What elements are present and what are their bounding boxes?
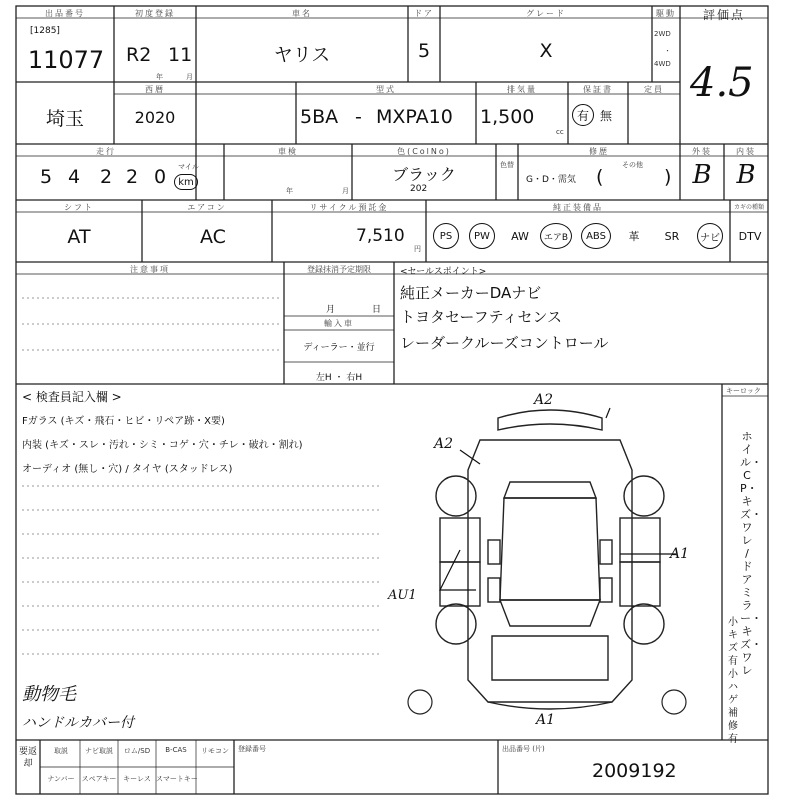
car-door-left-front	[440, 562, 480, 606]
mile-label: マイル	[178, 163, 199, 171]
label-interior: 内装	[736, 147, 756, 156]
lot-number: 11077	[27, 46, 105, 74]
sales-point: 純正メーカーDAナビ	[400, 284, 542, 302]
label-shift: シフト	[64, 203, 94, 212]
label-inspection: 車検	[278, 147, 298, 156]
footer-reg-label: 登録番号	[238, 745, 266, 753]
repair-other: その他	[622, 161, 643, 169]
label-year: 西暦	[145, 85, 165, 94]
car-rear-bumper	[498, 410, 602, 430]
footer-required: 要返却	[18, 747, 37, 769]
footer-item: リモコン	[201, 747, 229, 755]
label-warranty: 保証書	[583, 85, 613, 94]
damage-mark: A2	[534, 392, 554, 408]
footer-ticket-label: 出品番号 (片)	[502, 745, 545, 753]
inspection-line: Fガラス (キズ・飛石・ヒビ・リペア跡・X要)	[22, 416, 225, 427]
aircon: AC	[200, 226, 226, 248]
mileage-digit: 4	[68, 166, 81, 188]
color-name: ブラック	[392, 165, 456, 184]
month-unit: 月	[186, 73, 193, 81]
mileage-digit: 5	[40, 166, 53, 188]
car-wheel	[436, 476, 476, 516]
car-wheel	[624, 604, 664, 644]
label-doors: ドア	[414, 9, 434, 18]
grade: X	[539, 40, 553, 62]
label-lot: 出品番号	[45, 9, 85, 18]
label-displacement: 排気量	[507, 85, 537, 94]
km-circled: km	[174, 174, 198, 190]
label-notes: 注意事項	[130, 265, 170, 274]
equip-ps: PS	[426, 220, 466, 252]
car-damage-diagram	[380, 390, 720, 738]
car-door-right-rear	[620, 518, 660, 562]
footer-item: ロム/SD	[123, 747, 151, 755]
label-genuine: 純正装備品	[553, 203, 603, 212]
car-roof	[500, 498, 600, 600]
shift: AT	[67, 226, 91, 248]
insp-year: 年	[286, 187, 293, 195]
damage-mark: A1	[670, 546, 690, 562]
car-front-bumper	[488, 702, 612, 709]
sales-point: レーダークルーズコントロール	[400, 334, 609, 352]
displacement: 1,500	[480, 106, 535, 128]
label-capacity: 定員	[644, 85, 664, 94]
drive-2wd: 2WD	[654, 30, 671, 38]
footer-ticket-number: 2009192	[592, 760, 677, 782]
drive-4wd: 4WD	[654, 60, 671, 68]
reg-day: 日	[372, 305, 382, 315]
label-aircon: エアコン	[187, 203, 227, 212]
label-recycle: リサイクル預託金	[309, 203, 389, 212]
equip-dtv: DTV	[738, 229, 762, 243]
interior-grade: B	[736, 160, 756, 190]
warranty-no: 無	[600, 109, 613, 123]
mileage-digit: 2	[100, 166, 113, 188]
color-no: 202	[410, 184, 428, 194]
inspection-line: オーディオ (無し・穴) / タイヤ (スタッドレス)	[22, 464, 233, 475]
label-keylock: キーロック	[726, 387, 761, 395]
label-first-reg: 初度登録	[135, 9, 175, 18]
first-reg-era: R2	[126, 44, 152, 66]
car-rear-window	[504, 482, 596, 498]
cc-unit: cc	[556, 128, 564, 136]
damage-mark: A1	[536, 712, 556, 728]
repair-options: G・D・需気	[526, 175, 576, 185]
car-door-right-front	[620, 562, 660, 606]
car-hood	[492, 636, 608, 680]
inspection-line: 内装 (キズ・スレ・汚れ・シミ・コゲ・穴・チレ・破れ・割れ)	[22, 440, 303, 451]
equip-leather: 革	[628, 230, 640, 243]
equip-abs: ABS	[576, 220, 616, 252]
equip-airbag: エアB	[536, 220, 576, 252]
score-value: 4.5	[690, 60, 754, 106]
label-drive: 駆動	[656, 9, 676, 18]
year-unit: 年	[156, 73, 163, 81]
model-year: 2020	[134, 108, 176, 127]
equip-sr: SR	[664, 229, 680, 243]
sales-point: トヨタセーフティセンス	[400, 308, 563, 326]
label-grade: グレード	[526, 9, 566, 18]
label-reg-date: 登録抹消予定期限	[307, 265, 371, 274]
handwritten-note: 動物毛	[22, 684, 76, 705]
lot-bracket: [1285]	[30, 26, 60, 36]
equip-pw: PW	[462, 220, 502, 252]
mileage-digit: 2	[126, 166, 139, 188]
label-import: 輸入車	[324, 319, 354, 328]
car-windshield	[500, 600, 600, 626]
handwritten-note: ハンドルカバー付	[22, 715, 134, 731]
model-code: MXPA10	[376, 106, 453, 128]
wheel-check-text: ホイル・CP・キズ・ワレ / ドアミラー・キズ・ワレ	[740, 430, 762, 677]
footer-item: B-CAS	[165, 746, 187, 754]
footer-item: スマートキー	[156, 775, 198, 783]
damage-legend-text: 小キズ有 小ハゲ 補修有	[728, 617, 738, 745]
damage-mark: AU1	[388, 588, 417, 603]
car-wheel	[436, 604, 476, 644]
label-keyless: カギの種類	[733, 204, 764, 211]
label-car-name: 車名	[292, 9, 312, 18]
model-prefix: 5BA	[300, 106, 339, 128]
color-alt: 色替	[500, 161, 514, 169]
exterior-grade: B	[692, 160, 712, 190]
warranty-yes: 有	[572, 104, 594, 126]
yen: 円	[414, 245, 421, 253]
footer-item: ナンバー	[47, 775, 75, 783]
mileage-digit: 0	[154, 166, 167, 188]
label-color: 色(ColNo)	[397, 147, 451, 156]
handle-side: 左H ・ 右H	[315, 373, 363, 383]
footer-item: キーレス	[123, 775, 151, 783]
damage-mark: A2	[434, 436, 454, 452]
label-sales: <セールスポイント>	[400, 267, 487, 277]
first-reg-month: 11	[168, 44, 193, 66]
car-wheel	[624, 476, 664, 516]
doors: 5	[417, 40, 431, 62]
label-model: 型式	[376, 85, 396, 94]
insp-month: 月	[342, 187, 349, 195]
label-repair: 修歴	[589, 147, 609, 156]
label-inspection-notes: < 検査員記入欄 >	[22, 390, 122, 404]
reg-month: 月	[326, 305, 336, 315]
label-exterior: 外装	[692, 147, 712, 156]
label-mileage: 走行	[96, 147, 116, 156]
car-name: ヤリス	[273, 44, 331, 66]
car-door-left-rear	[440, 518, 480, 562]
recycle-amount: 7,510	[356, 226, 405, 246]
import-type: ディーラー・並行	[303, 343, 375, 353]
footer-item: 取説	[54, 747, 68, 755]
equip-navi: ナビ	[690, 220, 730, 252]
label-score: 評価点	[702, 8, 745, 22]
prefecture: 埼玉	[45, 108, 84, 130]
footer-item: スペアキー	[81, 775, 117, 783]
footer-item: ナビ取説	[85, 747, 113, 755]
equip-aw: AW	[511, 229, 529, 243]
